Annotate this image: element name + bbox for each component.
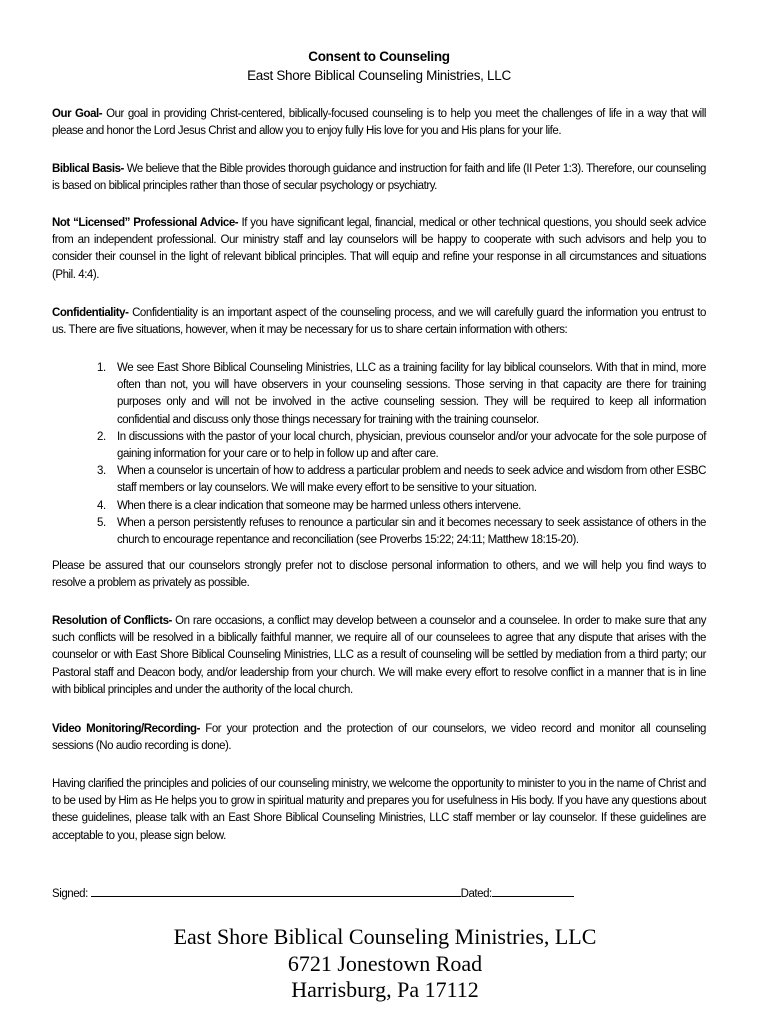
confidentiality-reasons-list xyxy=(52,360,706,549)
list-item-text: When there is a clear indication that someone may be harmed unless others intervene. xyxy=(117,499,521,512)
basis-text: We believe that the Bible provides thorough guidance and instruction for faith and life (II Peter 1:3). Therefore, our counseling is based on biblical principles rather than those of secular psychology or psychiatry. xyxy=(52,163,706,193)
date-line[interactable] xyxy=(492,885,574,897)
footer-street: 6721 Jonestown Road xyxy=(287,951,483,976)
list-item xyxy=(97,360,706,429)
list-item-number: 1. xyxy=(97,362,106,374)
video-heading: Video Monitoring/Recording- xyxy=(52,723,200,735)
footer-org-name: East Shore Biblical Counseling Ministries, LLC xyxy=(173,924,597,949)
list-item-text: When a counselor is uncertain of how to address a particular problem and needs to seek advice and wisdom from other ESBC staff members or lay counselors. We will make every effort to be sensitive to your situation. xyxy=(117,465,706,495)
list-item-text: In discussions with the pastor of your local church, physician, previous counselor and/or your advocate for the sole purpose of gaining information for your care or to help in follow up and after care. xyxy=(117,430,706,461)
list-item-text: When a person persistently refuses to renounce a particular sin and it becomes necessary to seek assistance of others in the church to encourage repentance and reconciliation (see Proverbs 15:22; 24:11; Matthew 18:15-20). xyxy=(117,516,706,547)
list-item xyxy=(97,498,706,515)
dated-label: Dated: xyxy=(460,888,492,900)
list-item-number: 5. xyxy=(97,516,106,529)
assurance-paragraph: Please be assured that our counselors strongly prefer not to disclose personal information to others, and we will help you find ways to resolve a problem as privately as possible. xyxy=(52,560,706,590)
licensed-heading: Not “Licensed” Professional Advice- xyxy=(52,217,239,229)
conflicts-text: On rare occasions, a conflict may develop between a counselor and a counselee. In order to make sure that any such conflicts will be resolved in a biblically faithful manner, we require all of our counselees to agree that any dispute that arises with the counselor or with East Shore Biblical Counseling Ministries, LLC as a result of counseling will be settled by mediation from a third party; our Pastoral staff and Deacon body, and/or leadership from your church. We will make every effort to resolve conflict in a manner that is in line with biblical principles and under the authority of the local church. xyxy=(52,615,706,696)
list-item xyxy=(97,515,706,549)
signed-label: Signed: xyxy=(52,888,88,900)
list-item xyxy=(97,463,706,497)
conflicts-paragraph xyxy=(52,613,706,699)
licensed-paragraph xyxy=(52,215,706,284)
list-item xyxy=(97,429,706,463)
video-paragraph xyxy=(52,721,706,755)
goal-text: Our goal in providing Christ-centered, biblically-focused counseling is to help you meet the challenges of life in a way that will please and honor the Lord Jesus Christ and allow you to enjoy fully His love for you and His plans for your life. xyxy=(52,108,707,138)
goal-paragraph xyxy=(52,106,706,140)
basis-heading: Biblical Basis- xyxy=(52,163,124,175)
conflicts-heading: Resolution of Conflicts- xyxy=(52,615,172,627)
list-item-number: 4. xyxy=(97,499,106,512)
signature-row xyxy=(52,885,706,903)
confidentiality-text: Confidentiality is an important aspect of the counseling process, and we will carefully guard the information you entrust to us. There are five situations, however, when it may be necessary for us to share certain information with others: xyxy=(52,307,706,337)
basis-paragraph xyxy=(52,161,706,195)
licensed-text: If you have significant legal, financial, medical or other technical questions, you should seek advice from an independent professional. Our ministry staff and lay counselors will be happy to cooperate with such advisors and help you to consider their counsel in the light of relevant biblical principles. That will equip and refine your response in all circumstances and situations (Phil. 4:4). xyxy=(52,217,706,281)
list-item-text: We see East Shore Biblical Counseling Ministries, LLC as a training facility for lay biblical counselors. With that in mind, more often than not, you will have observers in your counseling sessions. Those serving in that capacity are there for training purposes only and will not be involved in the active counseling session. They will be required to keep all information confidential and discuss only those things necessary for training with the training counselor. xyxy=(117,362,706,426)
confidentiality-paragraph xyxy=(52,305,706,339)
video-text: For your protection and the protection of our counselors, we video record and monitor all counseling sessions (No audio recording is done). xyxy=(52,723,706,753)
closing-paragraph: Having clarified the principles and policies of our counseling ministry, we welcome the opportunity to minister to you in the name of Christ and to be used by Him as He helps you to grow in spiritual maturity and prepares you for usefulness in His body. If you have any questions about these guidelines, please talk with an East Shore Biblical Counseling Ministries, LLC staff member or lay counselor. If these guidelines are acceptable to you, please sign below. xyxy=(52,778,706,842)
goal-heading: Our Goal- xyxy=(52,108,103,120)
document-subtitle: East Shore Biblical Counseling Ministries, LLC xyxy=(247,68,511,83)
list-item-number: 3. xyxy=(97,465,106,478)
list-item-number: 2. xyxy=(97,430,106,443)
signature-line[interactable] xyxy=(91,885,461,897)
footer-city: Harrisburg, Pa 17112 xyxy=(291,977,479,1002)
document-title: Consent to Counseling xyxy=(308,49,450,64)
confidentiality-heading: Confidentiality- xyxy=(52,307,129,319)
